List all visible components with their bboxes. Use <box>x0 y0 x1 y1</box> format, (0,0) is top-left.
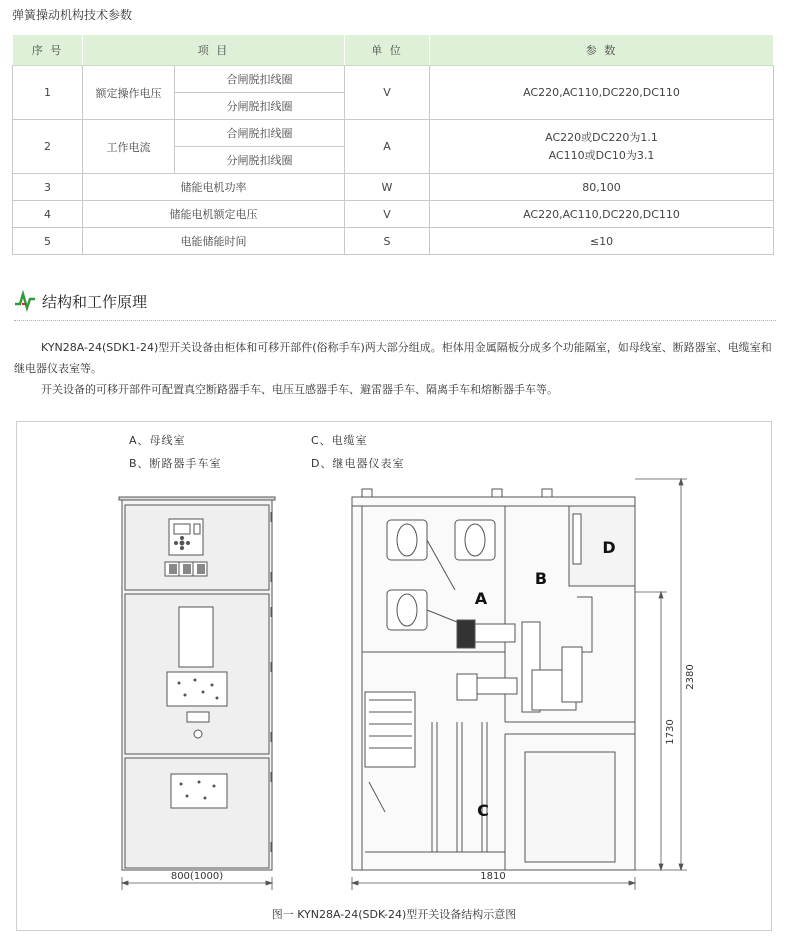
legend-c: C、电缆室 <box>311 434 368 447</box>
cell-no: 4 <box>13 201 83 228</box>
cell-param <box>430 120 774 174</box>
cell-param-line1: AC220或DC220为1.1 <box>545 130 658 144</box>
cell-unit: V <box>345 201 430 228</box>
cell-sub: 分闸脱扣线圈 <box>175 93 345 120</box>
table-row <box>13 120 774 147</box>
label-b: B <box>534 569 548 588</box>
dim-height-inner: 1730 <box>665 719 676 745</box>
cell-param: 80,100 <box>430 174 774 201</box>
cell-item: 电能储能时间 <box>83 228 345 255</box>
table-row <box>13 66 774 93</box>
table-title: 弹簧操动机构技术参数 <box>12 8 133 22</box>
cell-unit: A <box>345 120 430 174</box>
label-d: D <box>602 538 616 557</box>
cell-unit: S <box>345 228 430 255</box>
table-row <box>13 201 774 228</box>
spec-table <box>12 34 774 255</box>
header-param: 参 数 <box>430 35 774 66</box>
cell-item: 额定操作电压 <box>83 66 175 120</box>
label-c: C <box>477 801 489 820</box>
cell-no: 1 <box>13 66 83 120</box>
header-unit: 单 位 <box>345 35 430 66</box>
table-header-row <box>13 35 774 66</box>
legend-d: D、继电器仪表室 <box>311 457 405 470</box>
cell-unit: V <box>345 66 430 120</box>
section-divider <box>14 320 776 321</box>
paragraph-components: 开关设备的可移开部件可配置真空断路器手车、电压互感器手车、避雷器手车、隔离手车和熔断器手车等。 <box>41 383 558 396</box>
cell-item: 工作电流 <box>83 120 175 174</box>
legend-a: A、母线室 <box>129 434 186 447</box>
table-row <box>13 228 774 255</box>
dim-front-width: 800(1000) <box>170 871 224 882</box>
cell-unit: W <box>345 174 430 201</box>
header-item: 项 目 <box>83 35 345 66</box>
paragraph-structure: KYN28A-24(SDK1-24)型开关设备由柜体和可移开部件(俗称手车)两大部分组成。柜体用金属隔板分成多个功能隔室，如母线室、断路器室、电缆室和继电器仪表室等。 <box>14 341 772 375</box>
cell-item: 储能电机额定电压 <box>83 201 345 228</box>
cell-no: 3 <box>13 174 83 201</box>
dim-height-total: 2380 <box>685 664 696 690</box>
lightning-icon <box>14 290 36 312</box>
figure-frame <box>16 421 772 931</box>
cell-no: 5 <box>13 228 83 255</box>
dim-depth: 1810 <box>480 871 506 882</box>
cell-sub: 合闸脱扣线圈 <box>175 66 345 93</box>
table-row <box>13 174 774 201</box>
cell-sub: 分闸脱扣线圈 <box>175 147 345 174</box>
cell-param-line2: AC110或DC10为3.1 <box>548 148 655 162</box>
side-view <box>352 489 635 870</box>
switchgear-drawing <box>17 422 771 902</box>
legend-b: B、断路器手车室 <box>129 457 222 470</box>
cell-param: AC220,AC110,DC220,DC110 <box>430 66 774 120</box>
cell-param: ≤10 <box>430 228 774 255</box>
section-title: 结构和工作原理 <box>42 292 148 311</box>
front-view <box>119 497 275 870</box>
label-a: A <box>474 589 488 608</box>
cell-param: AC220,AC110,DC220,DC110 <box>430 201 774 228</box>
figure-caption: 图一 KYN28A-24(SDK-24)型开关设备结构示意图 <box>271 908 517 921</box>
header-no: 序 号 <box>13 35 83 66</box>
cell-no: 2 <box>13 120 83 174</box>
cell-sub: 合闸脱扣线圈 <box>175 120 345 147</box>
cell-item: 储能电机功率 <box>83 174 345 201</box>
section-heading <box>14 290 147 312</box>
